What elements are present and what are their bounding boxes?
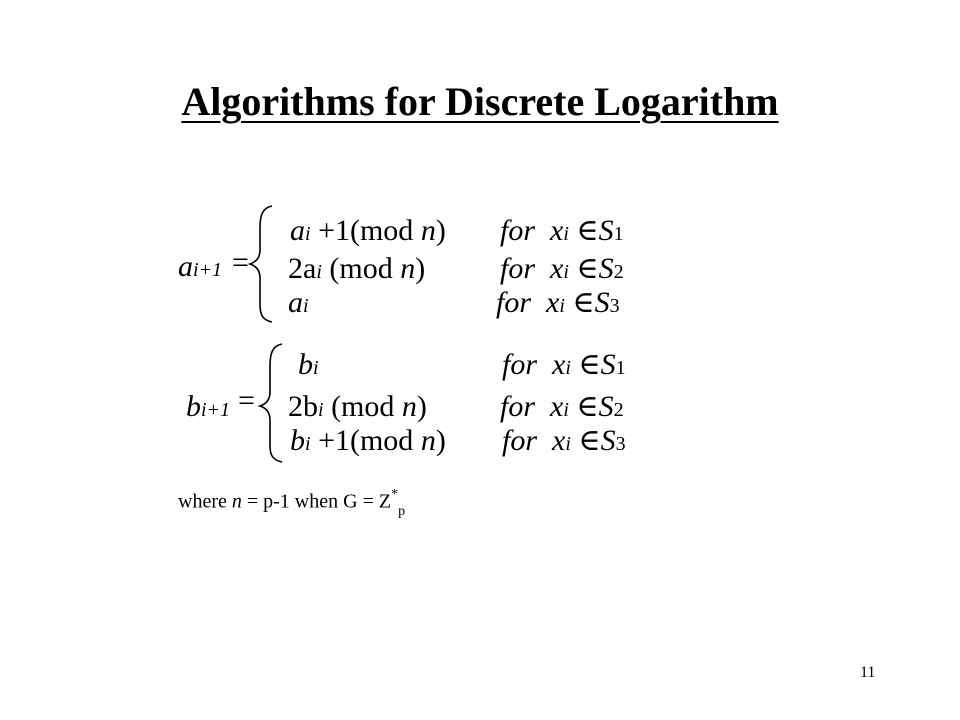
brace-a xyxy=(250,206,272,322)
a-case-1-cond: for xi ∈S1 xyxy=(500,214,624,247)
b-case-2-cond: for xi ∈S2 xyxy=(500,390,624,423)
a-case-2-cond: for xi ∈S2 xyxy=(500,252,624,285)
b-equals: = xyxy=(238,384,255,417)
a-equals: = xyxy=(232,246,249,279)
b-case-1-cond: for xi ∈S1 xyxy=(502,348,626,381)
a-case-2-expr: 2ai (mod n) xyxy=(288,252,426,285)
b-lhs: bi+1 xyxy=(186,390,231,423)
a-case-3-cond: for xi ∈S3 xyxy=(496,286,620,319)
page-number: 11 xyxy=(860,664,876,681)
where-note: where n = p-1 when $G = Z^*_p$ xyxy=(178,487,406,519)
a-lhs: ai+1 xyxy=(178,250,223,283)
slide-title: Algorithms for Discrete Logarithm xyxy=(181,79,779,124)
a-case-1-expr: ai +1(mod n) xyxy=(290,214,446,247)
brace-b xyxy=(260,344,282,462)
b-case-3-expr: bi +1(mod n) xyxy=(290,424,446,457)
b-case-2-expr: 2bi (mod n) xyxy=(288,390,427,423)
a-case-3-expr: ai xyxy=(288,286,309,319)
b-case-3-cond: for xi ∈S3 xyxy=(502,424,626,457)
b-case-1-expr: bi xyxy=(298,348,319,381)
